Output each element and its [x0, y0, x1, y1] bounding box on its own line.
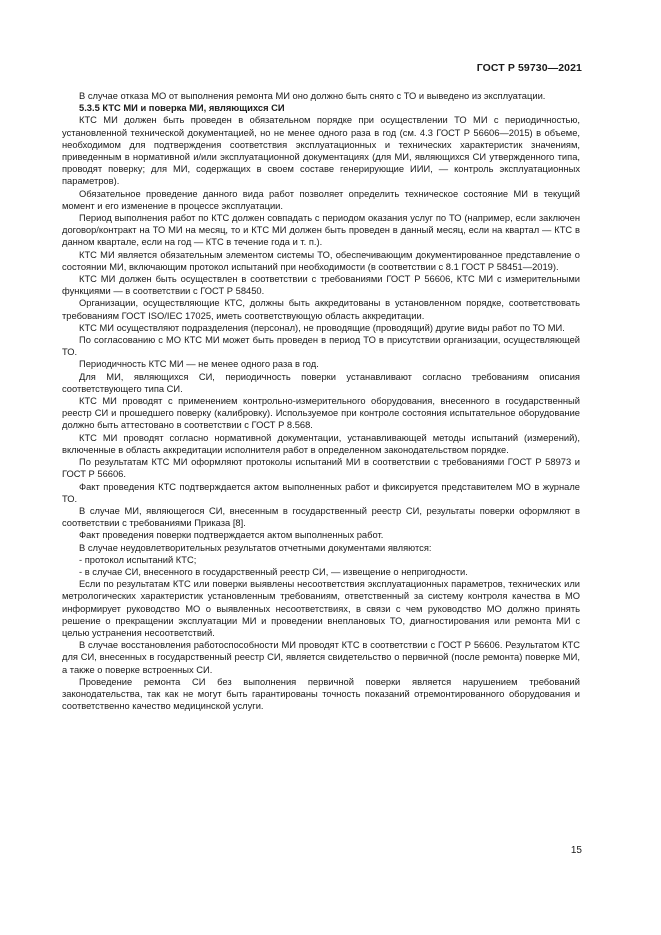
page-number: 15 — [570, 845, 582, 856]
body-paragraph: Организации, осуществляющие КТС, должны быть аккредитованы в установленном порядке, соответствовать требованиям ГОСТ ISO/IEC 17025, иметь соответствующую область аккредитации. — [62, 298, 580, 321]
body-paragraph: Факт проведения КТС подтверждается актом выполненных работ и фиксируется представителем МО в журнале ТО. — [62, 481, 580, 504]
body-paragraph: В случае МИ, являющегося СИ, внесенным в государственный реестр СИ, результаты поверки оформляют в соответствии с требованиями Приказа [8]. — [62, 505, 580, 529]
body-paragraph: КТС МИ должен быть проведен в обязательном порядке при осуществлении ТО МИ с периодичностью, установленной технической документацией, но не менее одного раза в год (см. 4.3 ГОСТ Р 56606—2015) в объеме, необходимом для подтверждения соответствия эксплуатационных и технических характеристик значениям, приведенным в нормативной и/или эксплуатационной документациях (для МИ, являющихся СИ утвержденного типа, проводят поверку; для МИ, содержащих в своем составе генерирующие ИИИ, — контроль эксплуатационных параметров). — [62, 115, 580, 187]
document-code: ГОСТ Р 59730—2021 — [476, 62, 582, 74]
body-paragraph: КТС МИ осуществляют подразделения (персонал), не проводящие (проводящий) другие виды работ по ТО МИ. — [79, 322, 565, 333]
body-paragraph: КТС МИ должен быть осуществлен в соответствии с требованиями ГОСТ Р 56606, КТС МИ с измерительными функциями — в соответствии с ГОСТ Р 58450. — [62, 274, 580, 297]
body-paragraph: Период выполнения работ по КТС должен совпадать с периодом оказания услуг по ТО (например, если заключен договор/контракт на ТО МИ на месяц, то и КТС МИ должен быть проведен в данный месяц, если на квартал — КТС в данном квартале, если на год — КТС в течение года и т. п.). — [62, 213, 580, 248]
body-paragraph: Обязательное проведение данного вида работ позволяет определить техническое состояние МИ в текущий момент и его изменение в процессе эксплуатации. — [62, 188, 580, 211]
body-paragraph: Для МИ, являющихся СИ, периодичность поверки устанавливают согласно требованиям описания соответствующего типа СИ. — [62, 371, 580, 394]
body-paragraph: Если по результатам КТС или поверки выявлены несоответствия эксплуатационных параметров, технических или метрологических характеристик установленным требованиям, ответственный за систему контроля качества в МО информирует руководство МО о выявленных несоответствиях, в связи с чем руководство МО должно принять решение о прекращении эксплуатации МИ и проведении внеплановых ТО, диагностирования или ремонта МИ с целью устранения несоответствий. — [62, 579, 580, 638]
body-paragraph: Факт проведения поверки подтверждается актом выполненных работ. — [79, 530, 384, 541]
body-paragraph: По согласованию с МО КТС МИ может быть проведен в период ТО в присутствии организации, осуществляющей ТО. — [62, 335, 580, 358]
body-paragraph: В случае неудовлетворительных результатов отчетными документами являются: — [79, 542, 432, 553]
section-heading: 5.3.5 КТС МИ и поверка МИ, являющихся СИ — [79, 103, 285, 114]
body-paragraph: Проведение ремонта СИ без выполнения первичной поверки является нарушением требований законодательства, так как не могут быть гарантированы точность показаний отремонтированного оборудования и соответственно качество медицинской услуги. — [62, 676, 580, 712]
body-paragraph: По результатам КТС МИ оформляют протоколы испытаний МИ в соответствии с требованиями ГОСТ Р 58973 и ГОСТ Р 56606. — [62, 457, 580, 480]
body-paragraph: Периодичность КТС МИ — не менее одного раза в год. — [79, 359, 319, 370]
list-item: - в случае СИ, внесенного в государственный реестр СИ, — извещение о непригодности. — [79, 566, 468, 577]
body-paragraph: КТС МИ проводят с применением контрольно-измерительного оборудования, внесенного в государственный реестр СИ и прошедшего поверку (калибровку). Используемое при контроле состояния испытательное оборудование должно быть аттестовано в соответствии с ГОСТ Р 8.568. — [62, 396, 580, 431]
body-paragraph: КТС МИ проводят согласно нормативной документации, устанавливающей методы испытаний (измерений), включенные в область аккредитации исполнителя работ в определенном законодательством порядке. — [62, 432, 580, 455]
list-item: - протокол испытаний КТС; — [79, 554, 197, 565]
body-paragraph: В случае отказа МО от выполнения ремонта МИ оно должно быть снято с ТО и выведено из эксплуатации. — [79, 91, 546, 101]
body-paragraph: КТС МИ является обязательным элементом системы ТО, обеспечивающим документированное представление о состоянии МИ, включающим протокол испытаний при необходимости (в соответствии с 8.1 ГОСТ Р 58451—2019). — [62, 249, 580, 272]
body-paragraph: В случае восстановления работоспособности МИ проводят КТС в соответствии с ГОСТ Р 56606. Результатом КТС для СИ, внесенных в государственный реестр СИ, является свидетельство о первичной (после ремонта) поверке МИ, а также о поверке встроенных СИ. — [62, 640, 580, 675]
document-body — [62, 90, 580, 712]
